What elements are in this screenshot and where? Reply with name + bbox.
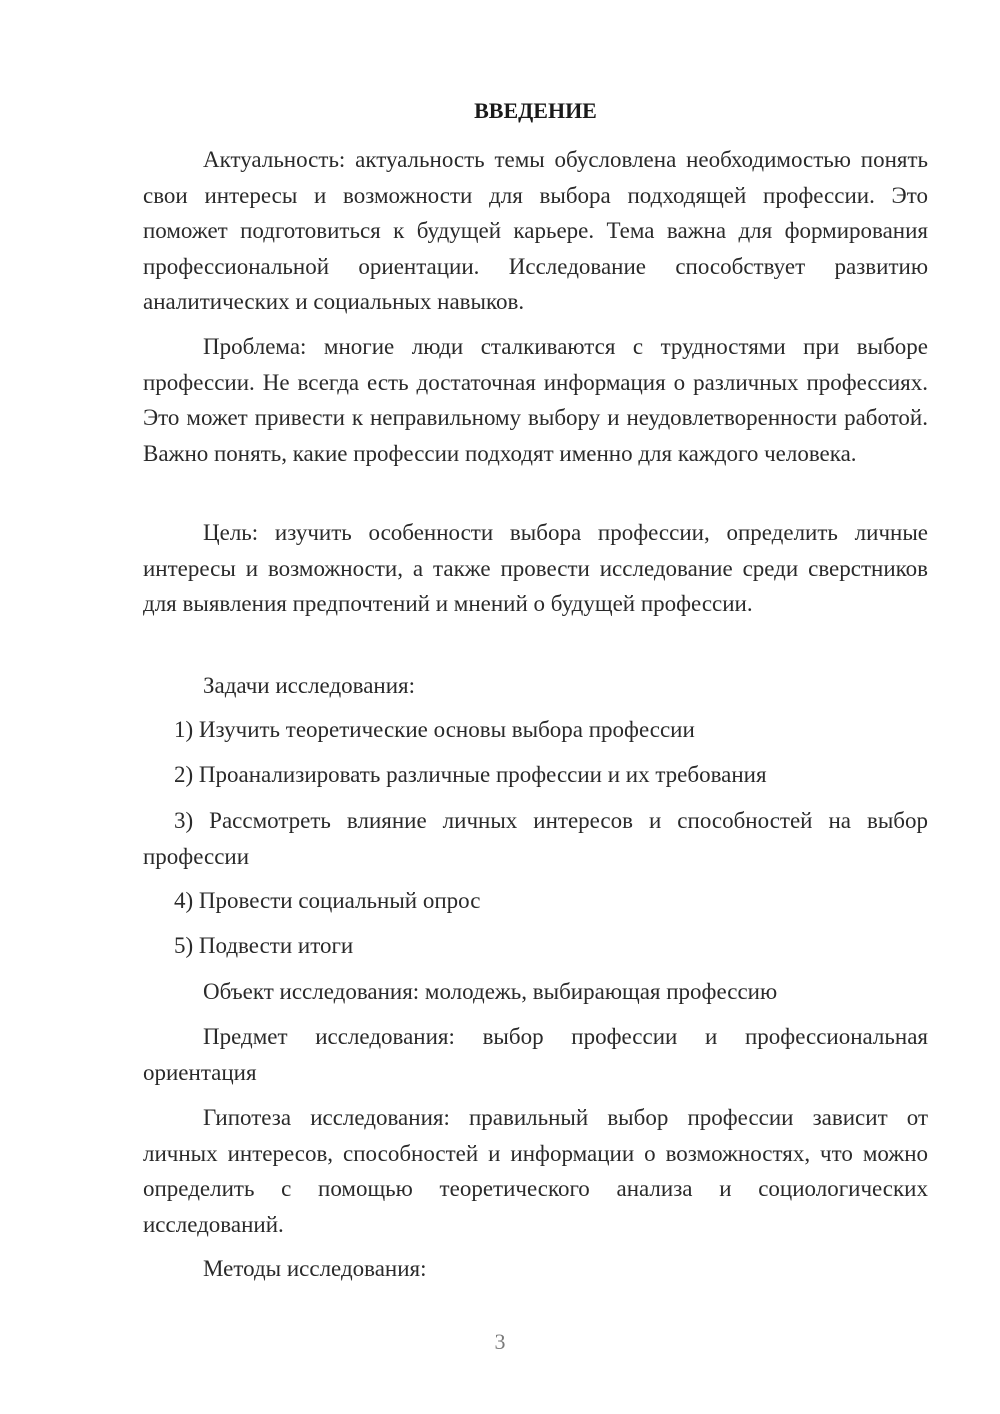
page-title: ВВЕДЕНИЕ	[474, 98, 597, 123]
methods-heading: Методы исследования:	[203, 1256, 427, 1281]
document-page	[143, 0, 928, 1414]
hypothesis-paragraph: Гипотеза исследования: правильный выбор профессии зависит от личных интересов, способностей и информации о возможностях, что можно определить с помощью теоретического анализа и социологических исследований.	[143, 1105, 928, 1237]
goal-paragraph: Цель: изучить особенности выбора профессии, определить личные интересы и возможности, а также провести исследование среди сверстников для выявления предпочтений и мнений о будущей профессии.	[143, 520, 928, 616]
page-number: 3	[494, 1329, 506, 1354]
tasks-heading: Задачи исследования:	[203, 673, 416, 698]
task-item-5: 5) Подвести итоги	[174, 933, 354, 958]
task-item-2: 2) Проанализировать различные профессии и их требования	[174, 762, 767, 787]
task-item-1: 1) Изучить теоретические основы выбора профессии	[174, 717, 695, 742]
object-paragraph: Объект исследования: молодежь, выбирающая профессию	[203, 979, 778, 1004]
relevance-paragraph: Актуальность: актуальность темы обусловлена необходимостью понять свои интересы и возможности для выбора подходящей профессии. Это поможет подготовиться к будущей карьере. Тема важна для формирования профессиональной ориентации. Исследование способствует развитию аналитических и социальных навыков.	[143, 147, 928, 314]
task-item-3: 3) Рассмотреть влияние личных интересов и способностей на выбор профессии	[143, 808, 928, 869]
task-item-4: 4) Провести социальный опрос	[174, 888, 481, 913]
problem-paragraph: Проблема: многие люди сталкиваются с трудностями при выборе профессии. Не всегда есть достаточная информация о различных профессиях. Это может привести к неправильному выбору и неудовлетворенности работой. Важно понять, какие профессии подходят именно для каждого человека.	[143, 334, 928, 466]
subject-paragraph: Предмет исследования: выбор профессии и профессиональная ориентация	[143, 1024, 928, 1085]
